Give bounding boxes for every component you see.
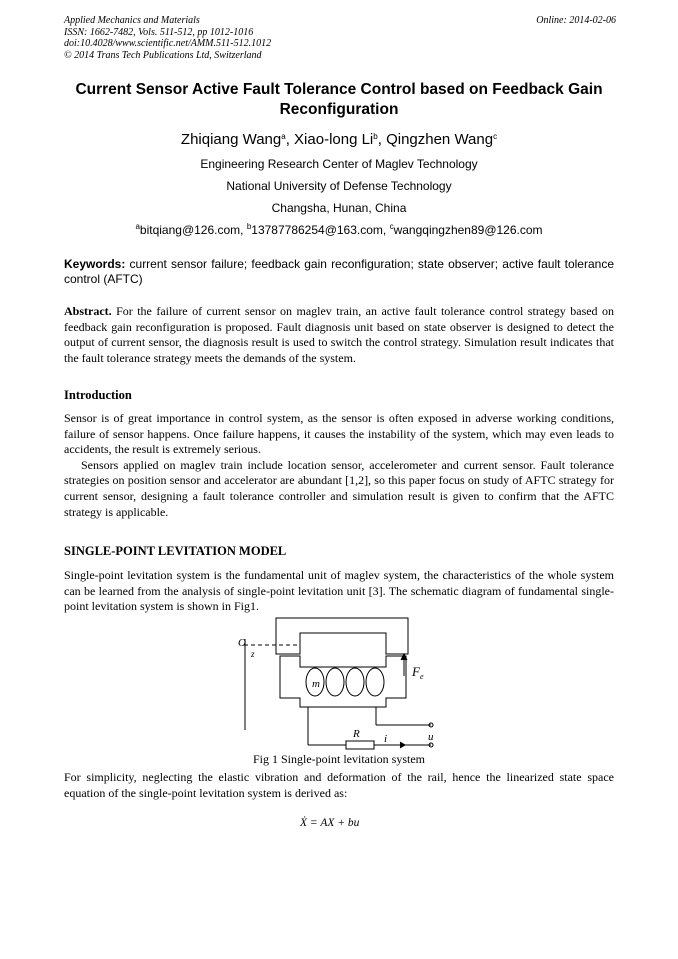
resistor <box>346 741 374 749</box>
label-mass: m <box>312 678 320 690</box>
affiliation-university: National University of Defense Technology <box>226 179 452 193</box>
author-emails <box>40 222 638 237</box>
author-list <box>40 131 638 148</box>
email-superscript: a <box>135 222 140 231</box>
label-z: z <box>251 649 255 659</box>
journal-name: Applied Mechanics and Materials <box>64 15 200 26</box>
rail-outline <box>276 618 408 654</box>
email-link[interactable]: bitqiang@126.com <box>139 223 241 237</box>
model-paragraph-1: Single-point levitation system is the fundamental unit of maglev system, the characteristics of the whole system can be learned from the analysis of single-point levitation unit [3]. The schematic diagram of fundamental single-point levitation system is shown in Fig1. <box>64 568 614 614</box>
current-arrowhead <box>400 742 405 748</box>
coil-winding <box>346 668 364 696</box>
online-date: Online: 2014-02-06 <box>536 15 616 26</box>
label-origin: O <box>238 637 246 649</box>
email-superscript: c <box>389 222 394 231</box>
figure-caption: Fig 1 Single-point levitation system <box>253 752 425 766</box>
email-link[interactable]: 13787786254@163.com <box>251 223 383 237</box>
email-separator: , <box>382 223 390 237</box>
journal-copyright: © 2014 Trans Tech Publications Ltd, Switzerland <box>64 49 262 61</box>
author-name: Xiao-long Li <box>294 131 374 148</box>
abstract-text: For the failure of current sensor on maglev train, an active fault tolerance control strategy based on feedback gain reconfiguration is proposed. Fault diagnosis unit based on state observer is designed to detect the output of current sensor, the diagnosis result is used to switch the control strategy. Simulation result indicates that the fault tolerance strategy meets the demands of the system. <box>64 304 615 365</box>
abstract <box>64 304 614 366</box>
author-separator: , <box>377 131 387 148</box>
author-name: Qingzhen Wang <box>386 131 494 148</box>
coil-winding <box>326 668 344 696</box>
label-current: i <box>384 733 388 745</box>
label-force: F <box>412 664 420 679</box>
label-voltage: u <box>428 731 434 743</box>
section-heading-introduction: Introduction <box>64 388 132 402</box>
keywords-label: Keywords: <box>64 257 126 271</box>
label-force-subscript: e <box>420 672 424 681</box>
introduction-body <box>64 411 614 520</box>
email-separator: , <box>240 223 247 237</box>
email-link[interactable]: wangqingzhen89@126.com <box>393 223 543 237</box>
paragraph: Sensors applied on maglev train include location sensor, accelerometer and current sensor. Fault tolerance strategies on position sensor and accelerator are abundant [1,2], so this paper focus on study of AFTC strategy for current sensor, designing a fault tolerance controller and simulation result is given to confirm that the AFTC strategy is applicable. <box>64 457 614 519</box>
label-resistance: R <box>353 728 360 740</box>
author-superscript: a <box>281 132 286 141</box>
author-separator: , <box>285 131 295 148</box>
paper-title: Current Sensor Active Fault Tolerance Control based on Feedback Gain Reconfiguration <box>75 81 603 118</box>
keywords <box>64 257 614 286</box>
email-superscript: b <box>246 222 252 231</box>
affiliation-center: Engineering Research Center of Maglev Technology <box>200 157 478 171</box>
section-heading-model: SINGLE-POINT LEVITATION MODEL <box>64 544 287 558</box>
author-superscript: c <box>493 132 498 141</box>
keywords-text: current sensor failure; feedback gain reconfiguration; state observer; active fault tolerance control (AFTC) <box>64 257 614 286</box>
paragraph: Sensor is of great importance in control system, as the sensor is often exposed in adverse working conditions, failure of sensor happens. Once failure happens, it causes the instability of the system, which may even leads to accidents, the result is extremely serious. <box>64 411 614 457</box>
electromagnet-core <box>280 656 406 707</box>
model-paragraph-2: For simplicity, neglecting the elastic vibration and deformation of the rail, hence the linearized state space equation of the single-point levitation system is derived as: <box>64 770 614 800</box>
state-equation: Ẋ = AX + bu <box>300 817 360 829</box>
author-name: Zhiqiang Wang <box>180 131 282 148</box>
affiliation-city: Changsha, Hunan, China <box>271 201 407 215</box>
levitation-system-figure <box>236 612 436 754</box>
coil-winding <box>366 668 384 696</box>
abstract-label: Abstract. <box>64 304 112 318</box>
journal-header <box>64 15 271 61</box>
author-superscript: b <box>373 132 378 141</box>
journal-doi[interactable]: doi:10.4028/www.scientific.net/AMM.511-512.1012 <box>64 38 272 50</box>
journal-issn: ISSN: 1662-7482, Vols. 511-512, pp 1012-1016 <box>64 26 254 38</box>
